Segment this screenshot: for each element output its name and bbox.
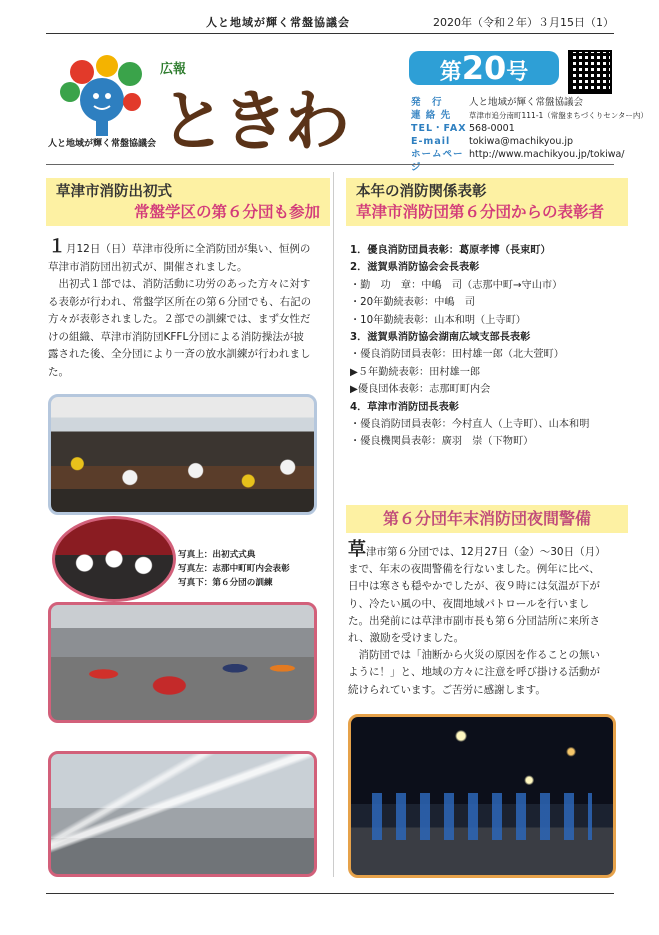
award-item: 4．草津市消防団長表彰 (350, 401, 459, 413)
award-item: ▶優良団体表彰：志那町町内会 (350, 384, 491, 396)
kouhou-label: 広報 (160, 62, 187, 77)
tel-label: TEL・FAX (411, 123, 467, 134)
award-item: 3．滋賀県消防協会湖南広域支部長表彰 (350, 332, 531, 344)
email-label: E-mail (411, 136, 451, 147)
article1-body (48, 238, 312, 381)
topline-org: 人と地域が輝く常盤協議会 (206, 16, 350, 29)
award-photo (52, 516, 176, 602)
issue-suffix: 号 (506, 60, 529, 85)
article1-heading-line2: 常盤学区の第６分団も参加 (133, 203, 320, 221)
water-drill-photo (48, 751, 317, 877)
caption-top: 写真上：出初式式典 (178, 550, 256, 560)
masthead-divider (46, 164, 614, 165)
award-item: ・20年勤続表彰：中嶋 司 (350, 297, 476, 309)
web-label: ホームページ (411, 149, 464, 173)
issue-number: 20 (461, 49, 507, 87)
caption-left: 写真左：志那中町町内会表彰 (178, 564, 290, 574)
award-item: 1．優良消防団員表彰：葛原孝博（長束町） (350, 245, 551, 256)
ceremony-photo (48, 394, 317, 515)
logo-icon (52, 52, 152, 142)
award-item: ▶５年勤続表彰：田村雄一郎 (350, 366, 481, 378)
issue-prefix: 第 (439, 60, 462, 85)
article1-para1: 月12日（日）草津市役所に全消防団が集い、恒例の草津市消防団出初式が、開催されました。 (48, 243, 311, 273)
article3-para2: 消防団では「油断から火災の原因を作ることの無いように！」と、地域の方々に注意を呼び掛ける活動が続けられています。ご苦労に感謝します。 (348, 649, 600, 696)
article1-para2: 出初式１部では、消防活動に功労のあった方々に対する表彰が行われ、常盤学区所在の第６分団でも、右記の方々が表彰されました。２部での訓練では、まず女性だけの組織、草津市消防団KFFL分団による消防操法が披露された後、全分団により一斉の放水訓練が行われました。 (48, 278, 312, 378)
article3-body (348, 541, 610, 699)
article3-heading: 第６分団年末消防団夜間警備 (346, 505, 628, 533)
publisher-label: 発 行 (411, 97, 443, 108)
caption-bottom: 写真下：第６分団の訓練 (178, 578, 273, 588)
publisher-info (411, 96, 648, 174)
article2-heading-line1: 本年の消防関係表彰 (356, 184, 487, 200)
award-item: ・勤 功 章：中嶋 司（志那中町→守山市） (350, 279, 563, 291)
publisher-value: 人と地域が輝く常盤協議会 (469, 97, 584, 108)
award-item: ・優良機関員表彰：廣羽 崇（下物町） (350, 436, 534, 448)
award-item: ・優良消防団員表彰：今村直人（上寺町）、山本和明 (350, 419, 590, 431)
article1-heading (46, 178, 330, 226)
logo-caption: 人と地域が輝く常盤協議会 (48, 139, 157, 149)
drill-photo (48, 602, 317, 723)
email-value[interactable]: tokiwa@machikyou.jp (469, 136, 574, 147)
newsletter-title: ときわ (160, 82, 346, 160)
article3-dropcap: 草 (348, 539, 366, 560)
column-divider (333, 172, 334, 877)
tel-value: 568-0001 (469, 123, 515, 134)
web-value[interactable]: http://www.machikyou.jp/tokiwa/ (469, 149, 625, 160)
footer-rule (46, 893, 614, 894)
contact-label: 連 絡 先 (411, 110, 452, 121)
photo-captions (178, 548, 290, 590)
issue-badge (409, 51, 559, 85)
issue-date: 2020年（令和２年）３月15日（1） (433, 16, 614, 29)
article1-heading-line1: 草津市消防出初式 (56, 184, 172, 200)
article2-heading (346, 178, 628, 226)
award-item: ・優良消防団員表彰：田村雄一郎（北大萱町） (350, 349, 564, 361)
masthead-topline (46, 14, 614, 34)
article3-para1: 津市第６分団では、12月27日（金）〜30日（月）まで、年末の夜間警備を行ないました。例年に比べ、日中は寒さも穏やかでしたが、夜９時には気温が下がり、冷たい風の中、夜間地域パトロールを行いました。出発前には草津市副市長も第６分団詰所に来所され、激励を受けました。 (348, 546, 606, 645)
award-list (350, 242, 612, 451)
night-patrol-photo (348, 714, 616, 878)
article1-dropcap: １ (48, 236, 66, 257)
award-item: ・10年勤続表彰：山本和明（上寺町） (350, 314, 526, 326)
article2-heading-line2: 草津市消防団第６分団からの表彰者 (356, 203, 605, 221)
award-item: 2．滋賀県消防協会会長表彰 (350, 262, 480, 274)
contact-value: 草津市追分南町111-1（常盤まちづくりセンター内） (469, 111, 648, 120)
qr-code-icon (568, 50, 612, 94)
